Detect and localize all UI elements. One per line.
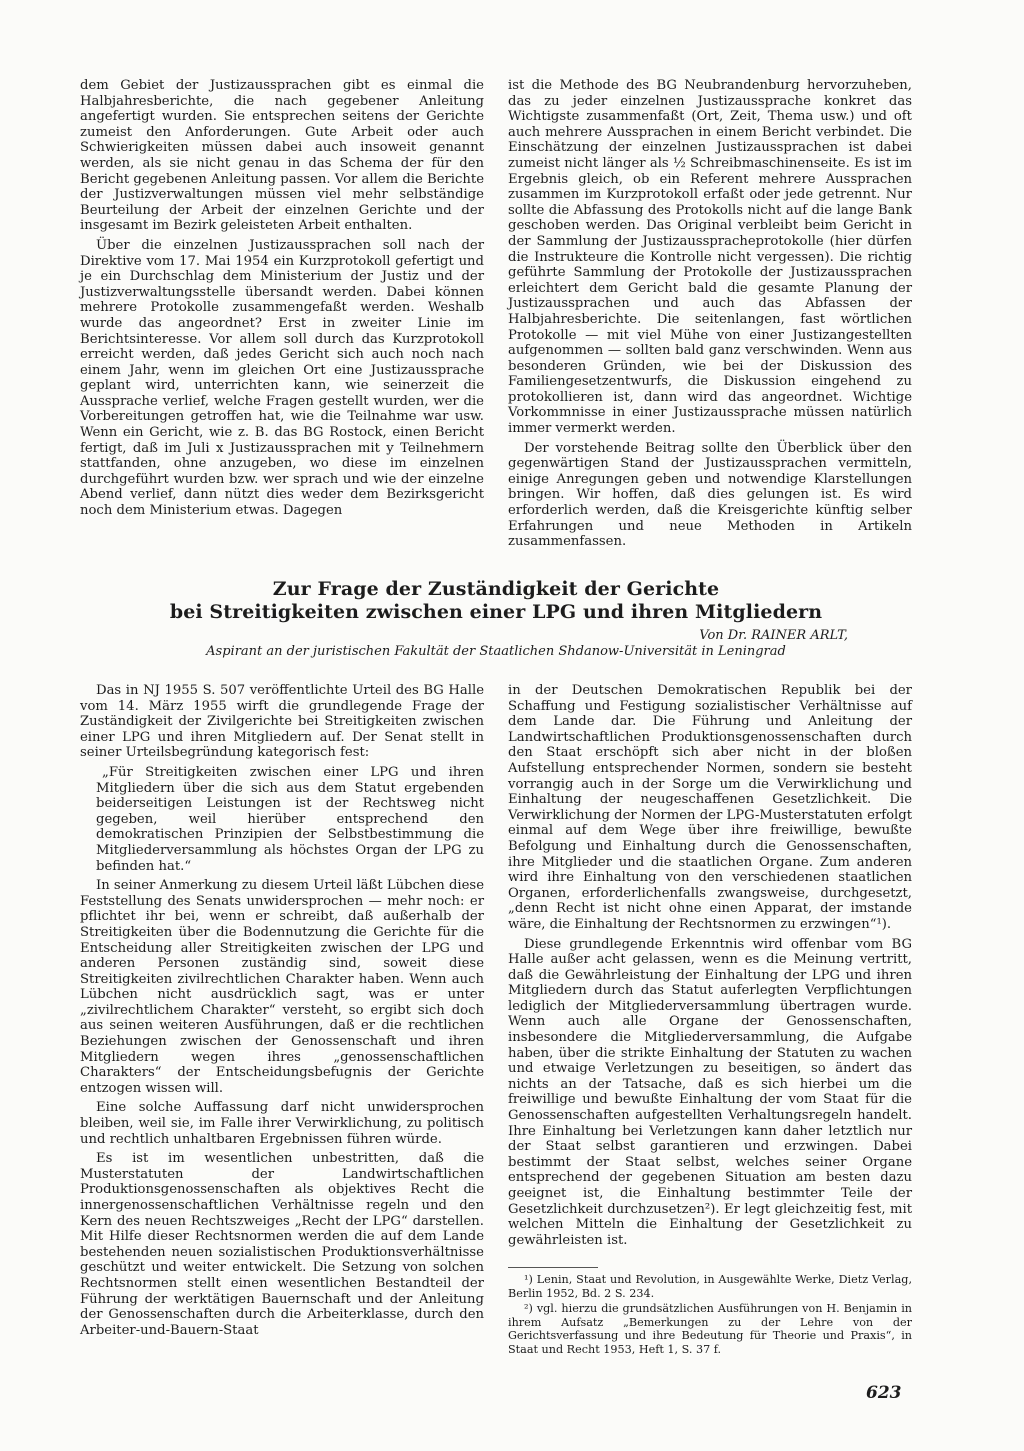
- footnote-divider: [508, 1267, 598, 1268]
- article-title-line-2: bei Streitigkeiten zwischen einer LPG und ihren Mitgliedern: [169, 601, 823, 623]
- block-quote: „Für Streitigkeiten zwischen einer LPG und ihren Mitgliedern über die sich aus dem Statut ergebenden beiderseitigen Leistungen ist der Rechtsweg nicht gegeben, weil hierüber entsprechend den demokratischen Prinzipien der Selbstbestimmung die Mitgliederversammlung als höchstes Organ der LPG zu befinden hat.“: [96, 764, 484, 874]
- paragraph: Über die einzelnen Justizaussprachen soll nach der Direktive vom 17. Mai 1954 ein Kurzprotokoll gefertigt und je ein Durchschlag dem Ministerium der Justiz und der Justizverwaltungsstelle übersandt werden. Dabei können mehrere Protokolle zusammengefaßt werden. Weshalb wurde das angeordnet? Erst in zweiter Linie im Berichtsinteresse. Vor allem soll durch das Kurzprotokoll erreicht werden, daß jedes Gericht sich auch noch nach einem Jahr, wenn im gleichen Ort eine Justizaussprache geplant wird, unterrichten kann, wie seinerzeit die Aussprache verlief, welche Fragen gestellt wurden, wer die Vorbereitungen getroffen hat, wie die Teilnahme war usw. Wenn ein Gericht, wie z. B. das BG Rostock, einen Bericht fertigt, daß im Juli x Justizaussprachen mit y Teilnehmern stattfanden, ohne anzugeben, wo diese im einzelnen durchgeführt wurden bzw. wer sprach und wie der einzelne Abend verlief, dann nützt dies weder dem Bezirksgericht noch dem Ministerium etwas. Dagegen: [80, 237, 484, 519]
- footnotes: [508, 1273, 912, 1357]
- paragraph: Der vorstehende Beitrag sollte den Überblick über den gegenwärtigen Stand der Justizaussprachen vermitteln, einige Anregungen geben und notwendige Klarstellungen bringen. Wir hoffen, daß dies gelungen ist. Es wird erforderlich werden, daß die Kreisgerichte künftig selber Erfahrungen und neue Methoden in Artikeln zusammenfassen.: [508, 440, 912, 550]
- paragraph: in der Deutschen Demokratischen Republik bei der Schaffung und Festigung sozialistischer Verhältnisse auf dem Lande dar. Die Führung und Anleitung der Landwirtschaftlichen Produktionsgenossenschaften durch den Staat erschöpft sich aber nicht in der bloßen Aufstellung entsprechender Normen, sondern sie besteht vorrangig auch in der Sorge um die Verwirklichung und Einhaltung der neugeschaffenen Gesetzlichkeit. Die Verwirklichung der Normen der LPG-Musterstatuten erfolgt einmal auf dem Wege über ihre freiwillige, bewußte Befolgung und Einhaltung durch die Genossenschaften, ihre Mitglieder und die staatlichen Organe. Zum anderen wird ihre Einhaltung von den verschiedenen staatlichen Organen, erforderlichenfalls zwangsweise, durchgesetzt, „denn Recht ist nicht ohne einen Apparat, der imstande wäre, die Einhaltung der Rechtsnormen zu erzwingen“¹).: [508, 683, 912, 932]
- author-byline: Von Dr. RAINER ARLT,: [699, 628, 848, 643]
- paragraph: In seiner Anmerkung zu diesem Urteil läßt Lübchen diese Feststellung des Senats unwidersprochen — mehr noch: er pflichtet ihr bei, wenn er schreibt, daß außerhalb der Streitigkeiten über die Bodennutzung die Gerichte für die Entscheidung aller Streitigkeiten zwischen der LPG und anderen Personen zuständig sind, soweit diese Streitigkeiten zivilrechtlichen Charakter haben. Wenn auch Lübchen nicht ausdrücklich sagt, was er unter „zivilrechtlichem Charakter“ versteht, so ergibt sich doch aus seinen weiteren Ausführungen, daß er die rechtlichen Beziehungen zwischen der Genossenschaft und ihren Mitgliedern wegen ihres „genossenschaftlichen Charakters“ der Entscheidungsbefugnis der Gerichte entzogen wissen will.: [80, 878, 484, 1096]
- article-header: [80, 578, 912, 660]
- page-number: 623: [866, 1383, 902, 1403]
- article-title-line-1: Zur Frage der Zuständigkeit der Gerichte: [272, 578, 720, 600]
- paragraph: Eine solche Auffassung darf nicht unwidersprochen bleiben, weil sie, im Falle ihrer Verwirklichung, zu politisch und rechtlich unhaltbaren Ergebnissen führen würde.: [80, 1100, 484, 1147]
- footnote: ¹) Lenin, Staat und Revolution, in Ausgewählte Werke, Dietz Verlag, Berlin 1952, Bd. 2 S. 234.: [508, 1273, 912, 1300]
- bottom-left-column: [80, 683, 484, 1338]
- author-affiliation: Aspirant an der juristischen Fakultät der Staatlichen Shdanow-Universität in Leningrad: [206, 644, 786, 659]
- footnote: ²) vgl. hierzu die grundsätzlichen Ausführungen von H. Benjamin in ihrem Aufsatz „Bemerkungen zu der Lehre von der Gerichtsverfassung und ihre Bedeutung für Theorie und Praxis“, in Staat und Recht 1953, Heft 1, S. 37 f.: [508, 1302, 912, 1356]
- paragraph: Diese grundlegende Erkenntnis wird offenbar vom BG Halle außer acht gelassen, wenn es die Meinung vertritt, daß die Gewährleistung der Einhaltung der LPG und ihren Mitgliedern durch das Statut auferlegten Verpflichtungen lediglich der Mitgliederversammlung übertragen wurde. Wenn auch alle Organe der Genossenschaften, insbesondere die Mitgliederversammlung, die Aufgabe haben, über die strikte Einhaltung der Statuten zu wachen und etwaige Verletzungen zu beseitigen, so ändert das nichts an der Tatsache, daß es sich hierbei um die freiwillige und bewußte Einhaltung der vom Staat für die Genossenschaften aufgestellten Verhaltungsregeln handelt. Ihre Einhaltung bei Verletzungen kann daher letztlich nur der Staat selbst garantieren und erzwingen. Dabei bestimmt der Staat selbst, welches seiner Organe entsprechend der gegebenen Situation am besten dazu geeignet ist, die Einhaltung bestimmter Teile der Gesetzlichkeit durchzusetzen²). Er legt gleichzeitig fest, mit welchen Mitteln die Einhaltung der Gesetzlichkeit zu gewährleisten ist.: [508, 936, 912, 1248]
- paragraph: Es ist im wesentlichen unbestritten, daß die Musterstatuten der Landwirtschaftlichen Produktionsgenossenschaften als objektives Recht die innergenossenschaftlichen Verhältnisse regeln und den Kern des neuen Rechtszweiges „Recht der LPG“ darstellen. Mit Hilfe dieser Rechtsnormen werden die auf dem Lande bestehenden neuen sozialistischen Produktionsverhältnisse geschützt und weiter entwickelt. Die Setzung von solchen Rechtsnormen stellt einen wesentlichen Bestandteil der Führung der werktätigen Bauernschaft und der Anleitung der Genossenschaften durch die Arbeiterklasse, durch den Arbeiter-und-Bauern-Staat: [80, 1151, 484, 1338]
- top-right-column: [508, 78, 912, 550]
- paragraph: Das in NJ 1955 S. 507 veröffentlichte Urteil des BG Halle vom 14. März 1955 wirft die grundlegende Frage der Zuständigkeit der Zivilgerichte bei Streitigkeiten zwischen einer LPG und ihren Mitgliedern auf. Der Senat stellt in seiner Urteilsbegründung kategorisch fest:: [80, 683, 484, 761]
- paragraph: dem Gebiet der Justizaussprachen gibt es einmal die Halbjahresberichte, die nach gegebener Anleitung angefertigt wurden. Sie entsprechen seitens der Gerichte zumeist den Anforderungen. Gute Arbeit oder auch Schwierigkeiten müssen dabei auch insoweit genannt werden, als sie nicht genau in das Schema der für den Bericht gegebenen Anleitung passen. Vor allem die Berichte der Justizverwaltungen müssen viel mehr selbständige Beurteilung der Arbeit der einzelnen Gerichte und der insgesamt im Bezirk geleisteten Arbeit enthalten.: [80, 78, 485, 234]
- top-left-column: [80, 78, 484, 519]
- paragraph: ist die Methode des BG Neubrandenburg hervorzuheben, das zu jeder einzelnen Justizaussprache konkret das Wichtigste zusammenfaßt (Ort, Zeit, Thema usw.) und oft auch mehrere Aussprachen in einem Bericht verbindet. Die Einschätzung der einzelnen Justizaussprachen ist dabei zumeist nicht länger als ½ Schreibmaschinenseite. Es ist im Ergebnis gleich, ob ein Referent mehrere Aussprachen zusammen im Kurzprotokoll erfaßt oder jede getrennt. Nur sollte die Abfassung des Protokolls nicht auf die lange Bank geschoben werden. Das Original verbleibt beim Gericht in der Sammlung der Justizausspracheprotokolle (hier dürfen die Instrukteure die Kontrolle nicht vergessen). Die richtig geführte Sammlung der Protokolle der Justizaussprachen erleichtert dem Gericht bald die gesamte Planung der Justizaussprachen und auch das Abfassen der Halbjahresberichte. Die seitenlangen, fast wörtlichen Protokolle — mit viel Mühe von einer Justizangestellten aufgenommen — sollten bald ganz verschwinden. Wenn aus besonderen Gründen, wie bei der Diskussion des Familiengesetzentwurfs, die Diskussion eingehend zu protokollieren ist, dann wird das angeordnet. Wichtige Vorkommnisse in einer Justizaussprache müssen natürlich immer vermerkt werden.: [508, 78, 912, 437]
- bottom-right-column: [508, 683, 912, 1248]
